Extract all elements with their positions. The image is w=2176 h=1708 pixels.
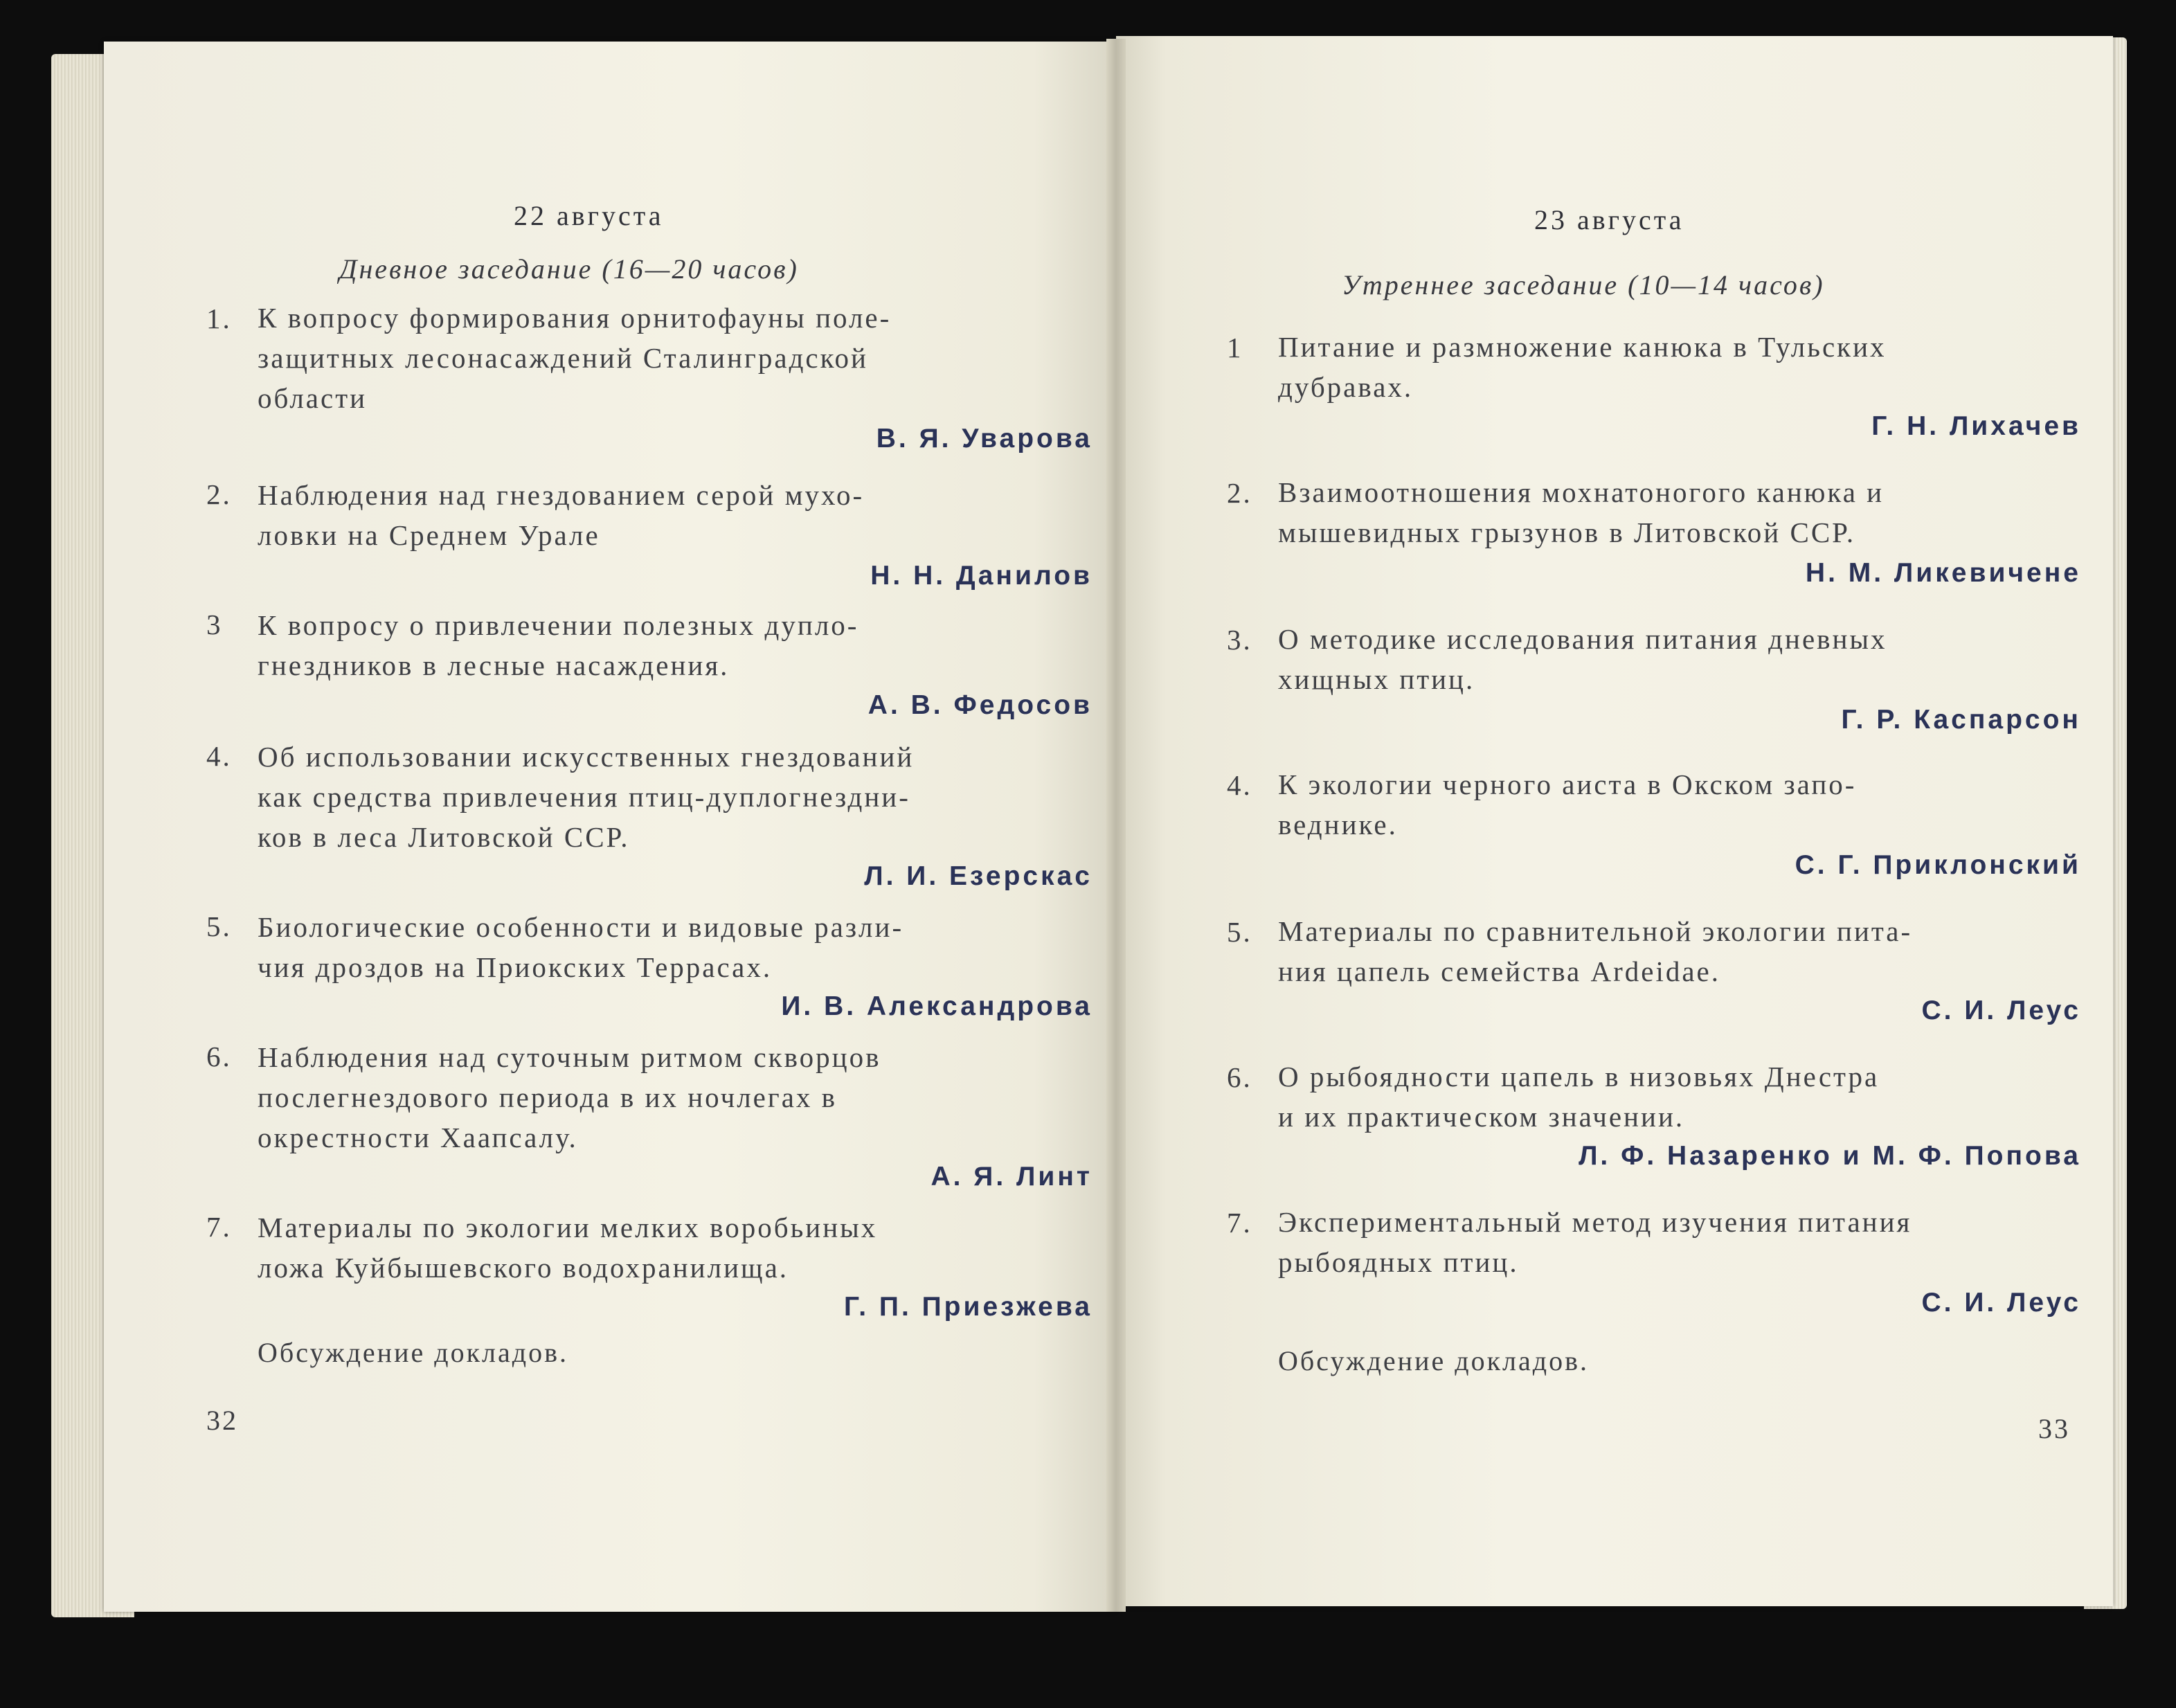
right-item-3-title	[1278, 619, 2084, 699]
right-item-2-author: Н. М. Ликевичене	[1805, 558, 2081, 588]
left-item-4-title	[258, 737, 1093, 857]
right-item-7-author: С. И. Леус	[1921, 1288, 2081, 1318]
left-item-6-line-1: Наблюдения над суточным ритмом скворцов	[258, 1041, 881, 1073]
left-item-3-title	[258, 605, 1093, 685]
left-item-4-line-2: как средства привлечения птиц-дуплогнездни-	[258, 781, 910, 813]
right-page-date: 23 августа	[1534, 204, 1684, 235]
right-item-3-author: Г. Р. Каспарсон	[1841, 705, 2081, 735]
left-page-content	[104, 42, 1115, 1612]
left-item-6-number: 6.	[206, 1041, 232, 1072]
right-item-5-author: С. И. Леус	[1921, 996, 2081, 1025]
left-item-2-line-1: Наблюдения над гнездованием серой мухо-	[258, 479, 865, 511]
left-item-7-line-1: Материалы по экологии мелких воробьиных	[258, 1212, 878, 1243]
left-item-2-line-2: ловки на Среднем Урале	[258, 519, 600, 551]
left-page-discussion: Обсуждение докладов.	[258, 1337, 568, 1368]
right-item-1-author: Г. Н. Лихачев	[1871, 411, 2081, 441]
left-item-7-author: Г. П. Приезжева	[844, 1292, 1093, 1322]
right-item-4-line-2: веднике.	[1278, 809, 1398, 840]
left-item-4-number: 4.	[206, 740, 232, 772]
left-item-1-title	[258, 298, 1093, 418]
right-page-number: 33	[2038, 1413, 2070, 1444]
left-item-1-line-1: К вопросу формирования орнитофауны поле-	[258, 302, 892, 334]
left-item-4-author: Л. И. Езерскас	[864, 861, 1093, 891]
right-item-4-number: 4.	[1227, 769, 1252, 801]
left-item-1-number: 1.	[206, 303, 232, 334]
right-item-5-line-1: Материалы по сравнительной экологии пита-	[1278, 915, 1913, 947]
right-item-1-title	[1278, 327, 2084, 407]
right-item-3-line-1: О методике исследования питания дневных	[1278, 623, 1887, 655]
left-item-1-author: В. Я. Уварова	[876, 424, 1093, 453]
left-item-5-title	[258, 907, 1093, 987]
right-page-discussion: Обсуждение докладов.	[1278, 1345, 1589, 1376]
right-item-5-line-2: ния цапель семейства Ardeidae.	[1278, 955, 1720, 987]
left-item-7-title	[258, 1207, 1093, 1288]
left-page-session-title: Дневное заседание (16—20 часов)	[339, 253, 799, 285]
right-item-2-number: 2.	[1227, 477, 1252, 509]
right-page-session-title: Утреннее заседание (10—14 часов)	[1342, 269, 1825, 300]
right-item-5-title	[1278, 911, 2084, 991]
left-item-2-author: Н. Н. Данилов	[870, 561, 1093, 591]
right-item-1-line-1: Питание и размножение канюка в Тульских	[1278, 331, 1887, 363]
left-item-2-number: 2.	[206, 478, 232, 510]
right-item-4-line-1: К экологии черного аиста в Окском запо-	[1278, 768, 1857, 800]
right-item-1-line-2: дубравах.	[1278, 371, 1414, 403]
left-item-6-line-3: окрестности Хаапсалу.	[258, 1122, 578, 1153]
right-item-4-author: С. Г. Приклонский	[1795, 850, 2081, 880]
left-page-date: 22 августа	[514, 200, 664, 231]
right-item-7-title	[1278, 1202, 2084, 1282]
left-item-3-line-1: К вопросу о привлечении полезных дупло-	[258, 609, 859, 641]
left-item-4-line-3: ков в леса Литовской ССР.	[258, 821, 630, 853]
right-item-6-title	[1278, 1057, 2084, 1137]
left-item-5-line-2: чия дроздов на Приокских Террасах.	[258, 951, 773, 983]
right-item-3-number: 3.	[1227, 624, 1252, 656]
right-item-6-number: 6.	[1227, 1061, 1252, 1093]
right-item-2-title	[1278, 472, 2084, 552]
left-item-3-number: 3	[206, 609, 223, 640]
right-item-2-line-1: Взаимоотношения мохнатоногого канюка и	[1278, 476, 1885, 508]
left-item-4-line-1: Об использовании искусственных гнездований	[258, 741, 915, 773]
right-item-6-author: Л. Ф. Назаренко и М. Ф. Попова	[1579, 1141, 2081, 1171]
right-item-7-line-1: Экспериментальный метод изучения питания	[1278, 1206, 1912, 1238]
left-item-5-line-1: Биологические особенности и видовые разли-	[258, 911, 904, 943]
left-item-6-author: А. Я. Линт	[930, 1162, 1093, 1192]
left-item-1-line-3: области	[258, 382, 368, 414]
right-item-6-line-2: и их практическом значении.	[1278, 1101, 1685, 1133]
left-item-6-title	[258, 1037, 1093, 1158]
left-item-3-author: А. В. Федосов	[867, 690, 1093, 720]
left-page-number: 32	[206, 1405, 238, 1436]
left-item-5-number: 5.	[206, 910, 232, 942]
right-item-2-line-2: мышевидных грызунов в Литовской ССР.	[1278, 516, 1856, 548]
right-item-7-line-2: рыбоядных птиц.	[1278, 1246, 1519, 1278]
right-item-4-title	[1278, 764, 2084, 845]
left-item-6-line-2: послегнездового периода в их ночлегах в	[258, 1081, 838, 1113]
left-item-5-author: И. В. Александрова	[781, 991, 1093, 1021]
right-item-3-line-2: хищных птиц.	[1278, 663, 1475, 695]
right-item-1-number: 1	[1227, 332, 1243, 363]
left-item-1-line-2: защитных лесонасаждений Сталинградской	[258, 342, 868, 374]
left-item-7-line-2: ложа Куйбышевского водохранилища.	[258, 1252, 789, 1284]
left-item-2-title	[258, 475, 1093, 555]
left-item-3-line-2: гнездников в лесные насаждения.	[258, 649, 730, 681]
right-item-7-number: 7.	[1227, 1207, 1252, 1239]
right-item-6-line-1: О рыбоядности цапель в низовьях Днестра	[1278, 1061, 1880, 1093]
right-page-content	[1116, 36, 2113, 1606]
right-item-5-number: 5.	[1227, 916, 1252, 948]
left-item-7-number: 7.	[206, 1211, 232, 1243]
